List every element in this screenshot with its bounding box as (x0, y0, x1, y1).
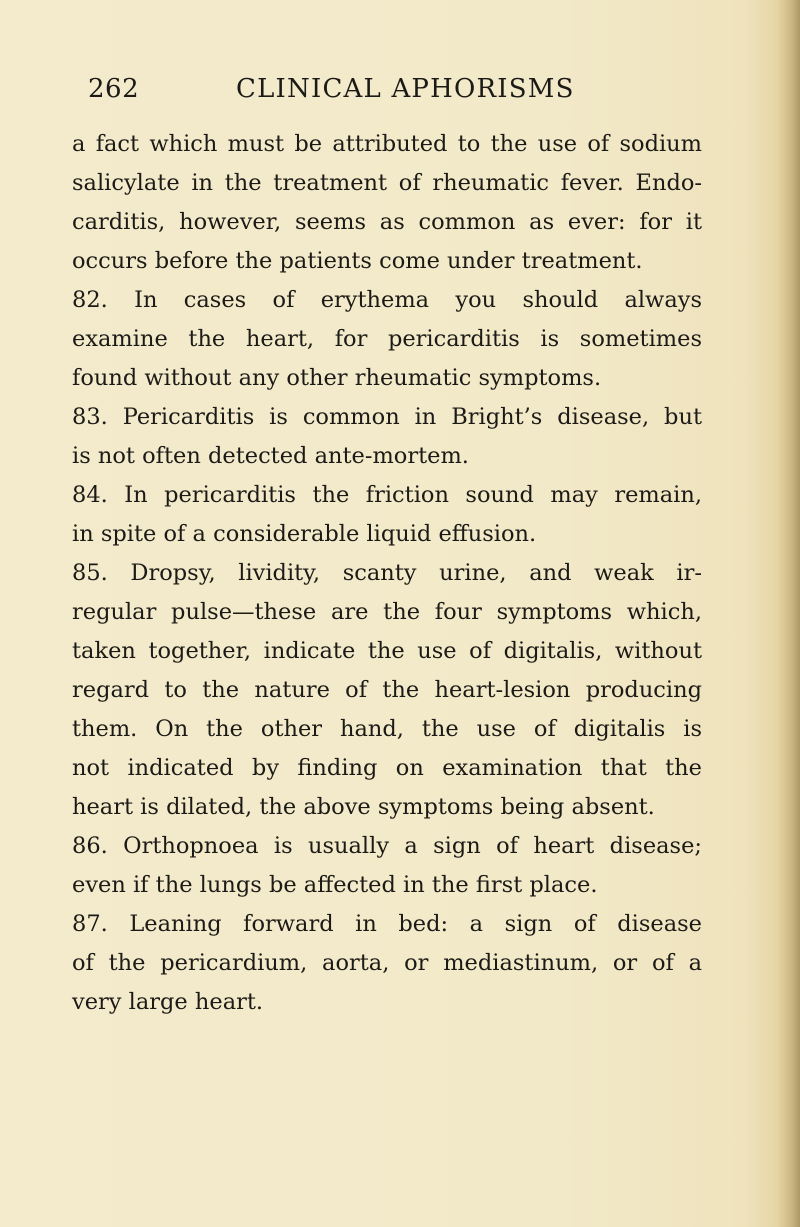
text-line: regard to the nature of the heart-lesion producing (72, 677, 702, 703)
page-header (88, 74, 698, 108)
text-line: taken together, indicate the use of digitalis, without (72, 638, 702, 664)
text-line: heart is dilated, the above symptoms being absent. (72, 794, 655, 820)
aphorism-82-line: 82. In cases of erythema you should always (72, 287, 702, 313)
text-line: them. On the other hand, the use of digitalis is (72, 716, 702, 742)
body-text (72, 125, 702, 1022)
aphorism-85-line: 85. Dropsy, lividity, scanty urine, and weak ir- (72, 560, 702, 586)
aphorism-87-line: 87. Leaning forward in bed: a sign of disease (72, 911, 702, 937)
aphorism-83-line: 83. Pericarditis is common in Bright’s disease, but (72, 404, 702, 430)
text-line: not indicated by finding on examination that the (72, 755, 702, 781)
aphorism-86-line: 86. Orthopnoea is usually a sign of heart disease; (72, 833, 702, 859)
text-line: found without any other rheumatic symptoms. (72, 365, 602, 391)
text-line: is not often detected ante-mortem. (72, 443, 469, 469)
text-line: salicylate in the treatment of rheumatic fever. Endo- (72, 170, 702, 196)
text-line: very large heart. (72, 989, 264, 1015)
aphorism-84-line: 84. In pericarditis the friction sound may remain, (72, 482, 702, 508)
text-line: regular pulse—these are the four symptoms which, (72, 599, 702, 625)
text-line: of the pericardium, aorta, or mediastinum, or of a (72, 950, 702, 976)
text-line: carditis, however, seems as common as ever: for it (72, 209, 702, 235)
text-line: examine the heart, for pericarditis is sometimes (72, 326, 702, 352)
text-line: occurs before the patients come under treatment. (72, 248, 643, 274)
text-line: in spite of a considerable liquid effusion. (72, 521, 537, 547)
page-edge-shadow (778, 0, 800, 1227)
text-line: even if the lungs be affected in the first place. (72, 872, 598, 898)
text-line: a fact which must be attributed to the use of sodium (72, 131, 702, 157)
running-title: CLINICAL APHORISMS (236, 74, 575, 104)
page-number: 262 (88, 74, 140, 104)
